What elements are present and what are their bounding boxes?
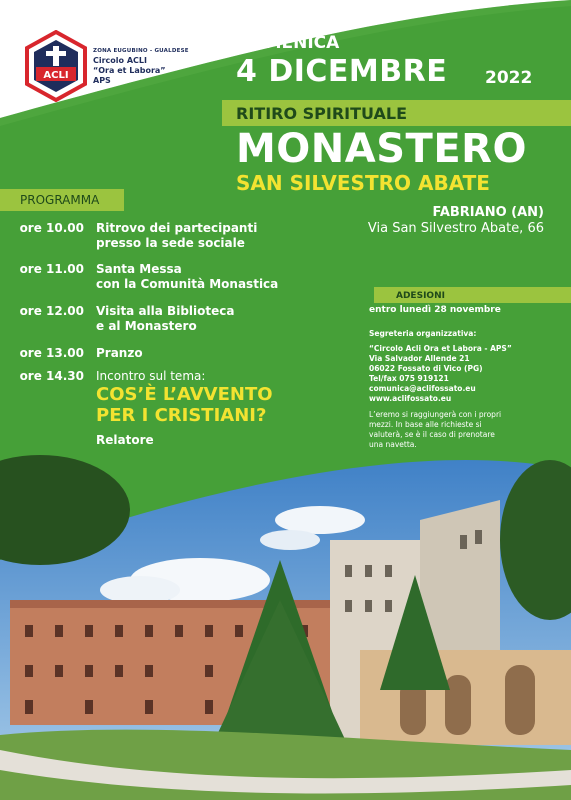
header-date: 4 DICEMBRE — [236, 54, 448, 89]
programma-time: ore 14.30 — [19, 369, 84, 383]
header-retreat: RITIRO SPIRITUALE — [236, 104, 408, 123]
adesioni-deadline: entro lunedì 28 novembre — [369, 305, 501, 315]
header-subtitle: SAN SILVESTRO ABATE — [236, 171, 490, 195]
programma-time: ore 13.00 — [19, 346, 84, 360]
adesioni-contacts: Segreteria organizzativa: “Circolo Acli Ora et Labora - APS” Via Salvador Allende 21 06022 Fossato di Vico (PG) Tel/fax 075 919121 comunica@aclifossato.eu www.aclifossato.eu — [369, 329, 512, 403]
programma-desc: Santa Messa con la Comunità Monastica — [96, 262, 279, 291]
location-address: Via San Silvestro Abate, 66 — [367, 221, 544, 236]
header-year: 2022 — [485, 68, 533, 88]
adesioni-label: ADESIONI — [396, 291, 445, 301]
location-city: FABRIANO (AN) — [432, 205, 544, 220]
programma-desc: Pranzo — [96, 346, 143, 360]
programma-desc: Visita alla Biblioteca e al Monastero — [96, 304, 235, 333]
programma-label: PROGRAMMA — [20, 193, 100, 207]
programma-desc: Ritrovo dei partecipanti presso la sede sociale — [96, 221, 258, 250]
logo-acronym: ACLI — [43, 70, 69, 81]
adesioni-note: L’eremo si raggiungerà con i propri mezzi. In base alle richieste si valuterà, se è il caso di prenotare una navetta. — [369, 410, 502, 449]
header-day: DOMENICA — [236, 33, 340, 53]
logo-line3: APS — [93, 76, 111, 85]
programma-time: ore 12.00 — [19, 304, 84, 318]
logo-zone: ZONA EUGUBINO - GUALDESE — [93, 48, 189, 54]
header-title: MONASTERO — [236, 126, 527, 172]
programma-time: ore 10.00 — [19, 221, 84, 235]
theme-title: COS’È L’AVVENTO PER I CRISTIANI? — [96, 384, 273, 426]
speaker-label: Relatore — [96, 433, 154, 447]
logo-text — [93, 46, 189, 86]
programma-time: ore 11.00 — [19, 262, 84, 276]
logo-line1: Circolo ACLI — [93, 56, 147, 65]
logo-line2: “Ora et Labora” — [93, 66, 166, 75]
monastery-photo — [0, 450, 571, 800]
acli-logo — [24, 30, 88, 102]
programma-desc: Incontro sul tema: — [96, 369, 206, 383]
